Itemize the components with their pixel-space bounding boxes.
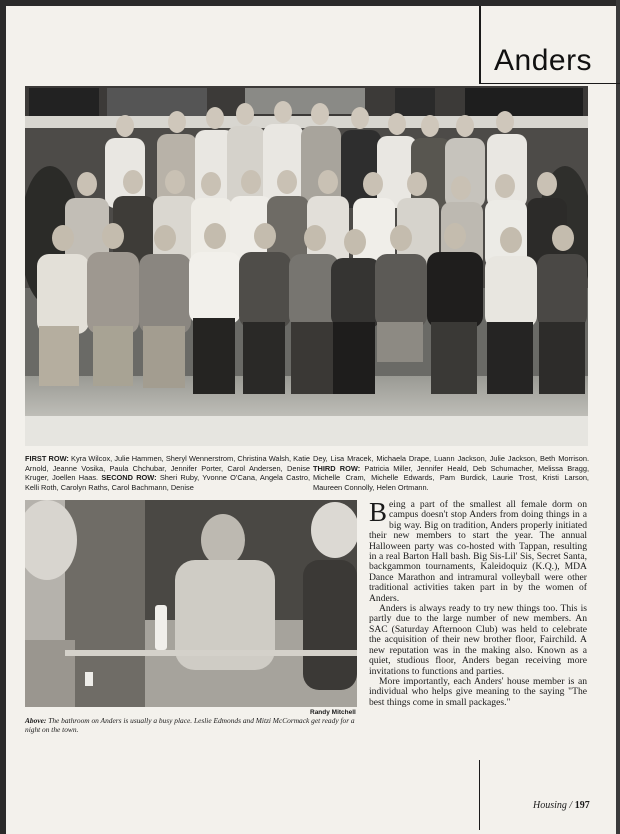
bathroom-photo [25, 500, 357, 707]
second-row-names-continued: Dey, Lisa Mracek, Michaela Drape, Luann Jackson, Julie Jackson, Beth Morrison. [313, 454, 589, 463]
first-row-label: FIRST ROW: [25, 454, 69, 463]
article-paragraph-1 [369, 497, 587, 604]
photo-caption-lead: Above: [25, 716, 47, 725]
page-edge-right [616, 0, 620, 834]
group-caption-right [313, 454, 589, 492]
third-row-label: THIRD ROW: [313, 463, 361, 473]
folio-section: Housing [533, 800, 567, 811]
page-number: 197 [574, 800, 590, 811]
photo-credit: Randy Mitchell [310, 709, 356, 716]
second-row-names: Sheri Ruby, Yvonne O'Cana, Angela Castro, Kelli Roth, Carolyn Raths, Carol Bachmann, Denise [25, 473, 310, 492]
article-paragraph-1-text: eing a part of the smallest all female dorm on campus doesn't stop Anders from doing things in a big way. Big on tradition, Anders properly initiated their new members to start the year. The annual Halloween party was co-hosted with Tappan, resulting in a real Barton Hall bash. Big Sis-Lil' Sis, Secret Santa, backgammon tournaments, Kaleidoquiz (K.Q.), MDA Dance Marathon and intramural volleyball were other traditional activities taken part in by the women of Anders. [369, 499, 587, 604]
header-rule-horizontal [481, 83, 620, 84]
photo-caption [25, 716, 360, 734]
group-photo-image [25, 86, 588, 446]
third-row-names: Patricia Miller, Jennifer Heald, Deb Schumacher, Melissa Bragg, Michelle Cram, Michelle Edwards, Pam Burdick, Laurie Trost, Kristi Larson, Maureen Connolly, Helen Ortmann. [313, 463, 589, 492]
header-rule-vertical [479, 6, 481, 84]
first-row-names: Kyra Wilcox, Julie Hammen, Sheryl Wennerstrom, Christina Walsh, Katie Arnold, Jeanne Vosika, Paula Chchubar, Jennifer Porter, Carol Andersen, Denise Kruger, Joellen Haas. [25, 454, 310, 483]
folio-separator: / [569, 800, 573, 811]
bathroom-photo-image [25, 500, 357, 707]
drop-cap: B [369, 497, 388, 527]
footer-rule-vertical [479, 760, 480, 830]
page-folio [533, 800, 590, 811]
page-edge-left [0, 0, 6, 834]
group-photo [25, 86, 588, 446]
second-row-label: SECOND ROW: [101, 473, 157, 483]
article-body [369, 497, 587, 708]
page-edge-top [0, 0, 620, 6]
section-title: Anders [494, 44, 593, 77]
photo-caption-text: The bathroom on Anders is usually a busy place. Leslie Edmonds and Mitzi McCormack get ready for a night on the town. [25, 716, 355, 734]
article-paragraph-2: Anders is always ready to try new things too. This is partly due to the large number of new members. An SAC (Saturday Afternoon Club) was held to celebrate the acquisition of their new brother floor, Fairchild. A new reputation was in the making also. Known as a quiet, studious floor, Anders began receiving more invitations to functions and parties. [369, 603, 587, 677]
group-caption-left [25, 454, 310, 492]
article-paragraph-3: More importantly, each Anders' house member is an individual who helps give meaning to the saying "The best things come in small packages." [369, 675, 587, 708]
